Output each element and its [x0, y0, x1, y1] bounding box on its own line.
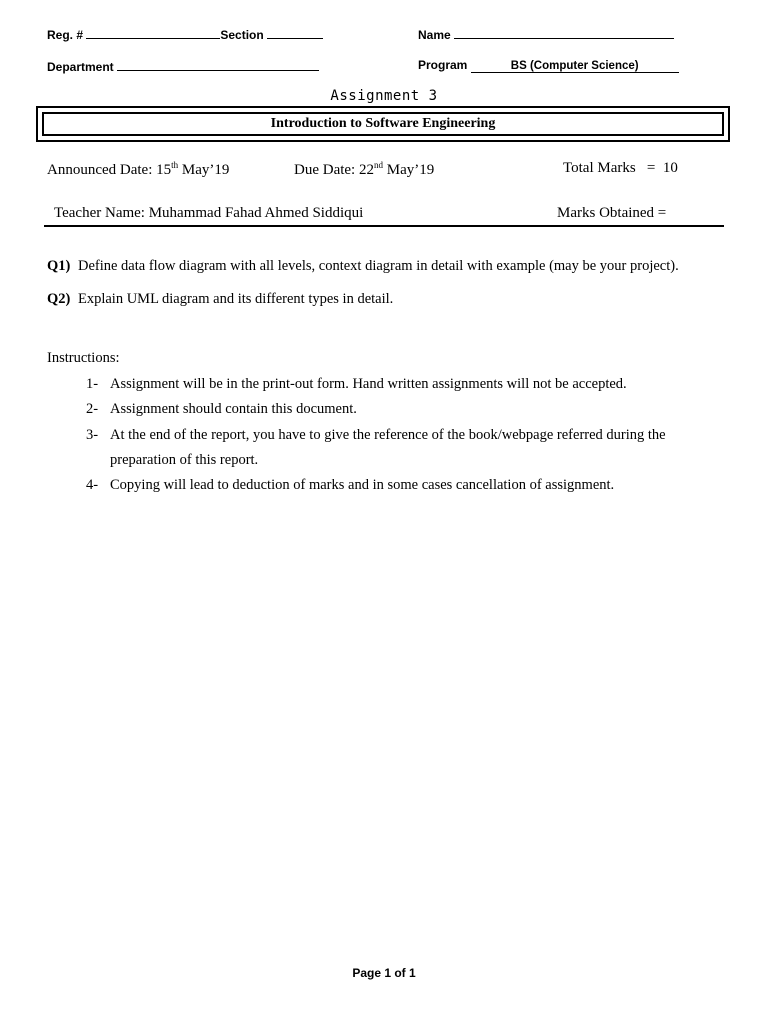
marks-obtained: Marks Obtained = [557, 205, 667, 221]
due-date-suffix: nd [373, 160, 383, 170]
reg-number-field [47, 26, 323, 42]
instruction-item [86, 401, 726, 418]
announced-date-suffix: th [171, 160, 179, 170]
reg-blank-line [86, 26, 220, 39]
reg-label: Reg. # [47, 28, 84, 42]
instruction-text: At the end of the report, you have to give the reference of the book/webpage referred during the [110, 427, 666, 443]
department-label: Department [47, 60, 114, 74]
section-label: Section [220, 28, 264, 42]
instruction-item [86, 477, 726, 494]
program-value: BS (Computer Science) [471, 60, 679, 73]
question-2 [47, 291, 393, 308]
total-marks: Total Marks = 10 [563, 160, 678, 176]
course-title: Introduction to Software Engineering [42, 112, 724, 136]
question-1-text: Define data flow diagram with all levels, context diagram in detail with example (may be your project). [77, 258, 679, 274]
name-blank-line [454, 26, 674, 39]
instruction-number: 2- [86, 401, 99, 417]
name-label: Name [418, 28, 451, 42]
instruction-item [86, 427, 726, 469]
instruction-item [86, 376, 726, 393]
page-number: Page 1 of 1 [352, 966, 416, 980]
question-1-label: Q1) [47, 258, 71, 274]
instructions-heading: Instructions: [47, 350, 120, 366]
announced-date-month: May’19 [178, 162, 230, 178]
teacher-name: Teacher Name: Muhammad Fahad Ahmed Siddiqui [54, 205, 364, 221]
instruction-number: 4- [86, 477, 99, 493]
instruction-continuation: preparation of this report. [110, 452, 259, 468]
instruction-text: Assignment should contain this document. [110, 401, 357, 417]
announced-date-label: Announced Date: 15 [47, 162, 172, 178]
instruction-number: 3- [86, 427, 99, 443]
due-date [294, 160, 434, 179]
due-date-label: Due Date: 22 [294, 162, 374, 178]
assignment-title: Assignment 3 [330, 88, 438, 104]
instruction-text: Assignment will be in the print-out form. Hand written assignments will not be accepted. [110, 376, 627, 392]
program-field [418, 58, 679, 73]
header-divider [44, 225, 724, 227]
section-blank-line [267, 26, 323, 39]
question-2-label: Q2) [47, 291, 71, 307]
instruction-number: 1- [86, 376, 99, 392]
program-label: Program [418, 58, 468, 72]
announced-date [47, 160, 229, 179]
name-field [418, 26, 674, 42]
course-title-frame [36, 106, 730, 142]
department-field [47, 58, 319, 74]
due-date-month: May’19 [382, 162, 435, 178]
department-blank-line [117, 58, 319, 71]
question-2-text: Explain UML diagram and its different types in detail. [77, 291, 394, 307]
question-1 [47, 258, 679, 275]
instruction-text: Copying will lead to deduction of marks and in some cases cancellation of assignment. [110, 477, 615, 493]
